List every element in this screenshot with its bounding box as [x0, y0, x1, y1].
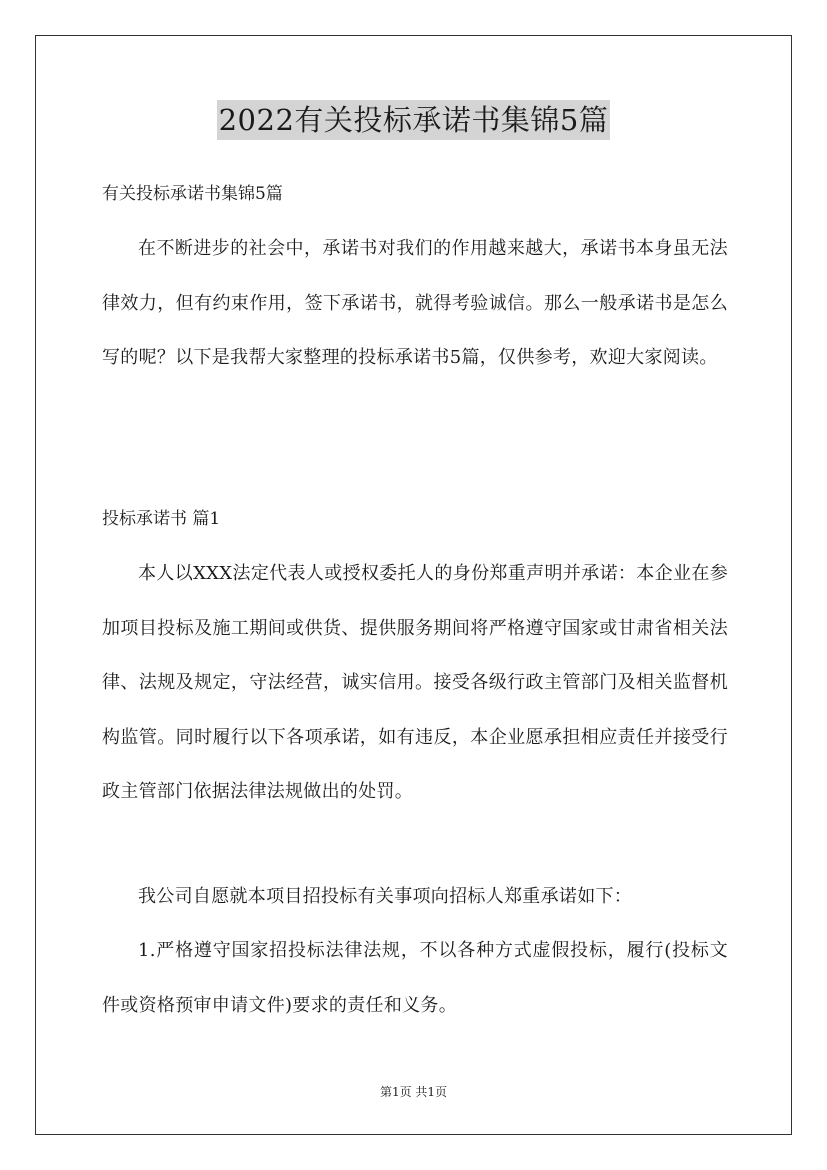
- body-paragraph-1: 本人以XXX法定代表人或授权委托人的身份郑重声明并承诺：本企业在参加项目投标及施工期间或供货、提供服务期间将严格遵守国家或甘肃省相关法律、法规及规定，守法经营，诚实信用。接受各级行政主管部门及相关监督机构监管。同时履行以下各项承诺，如有违反，本企业愿承担相应责任并接受行政主管部门依据法律法规做出的处罚。: [102, 563, 728, 802]
- body-paragraph-2: 我公司自愿就本项目招投标有关事项向招标人郑重承诺如下：: [138, 886, 633, 907]
- page-footer: 第1页 共1页: [379, 1085, 448, 1099]
- section-heading: 投标承诺书 篇1: [102, 509, 221, 529]
- document-title: 2022有关投标承诺书集锦5篇: [217, 100, 611, 140]
- body-paragraph-3: 1.严格遵守国家招投标法律法规，不以各种方式虚假投标，履行(投标文件或资格预审申请文件)要求的责任和义务。: [102, 940, 728, 1016]
- intro-paragraph: 在不断进步的社会中，承诺书对我们的作用越来越大，承诺书本身虽无法律效力，但有约束作用，签下承诺书，就得考验诚信。那么一般承诺书是怎么写的呢？以下是我帮大家整理的投标承诺书5篇，仅供参考，欢迎大家阅读。: [102, 238, 728, 368]
- title-container: [0, 100, 827, 140]
- document-subtitle: 有关投标承诺书集锦5篇: [102, 184, 283, 204]
